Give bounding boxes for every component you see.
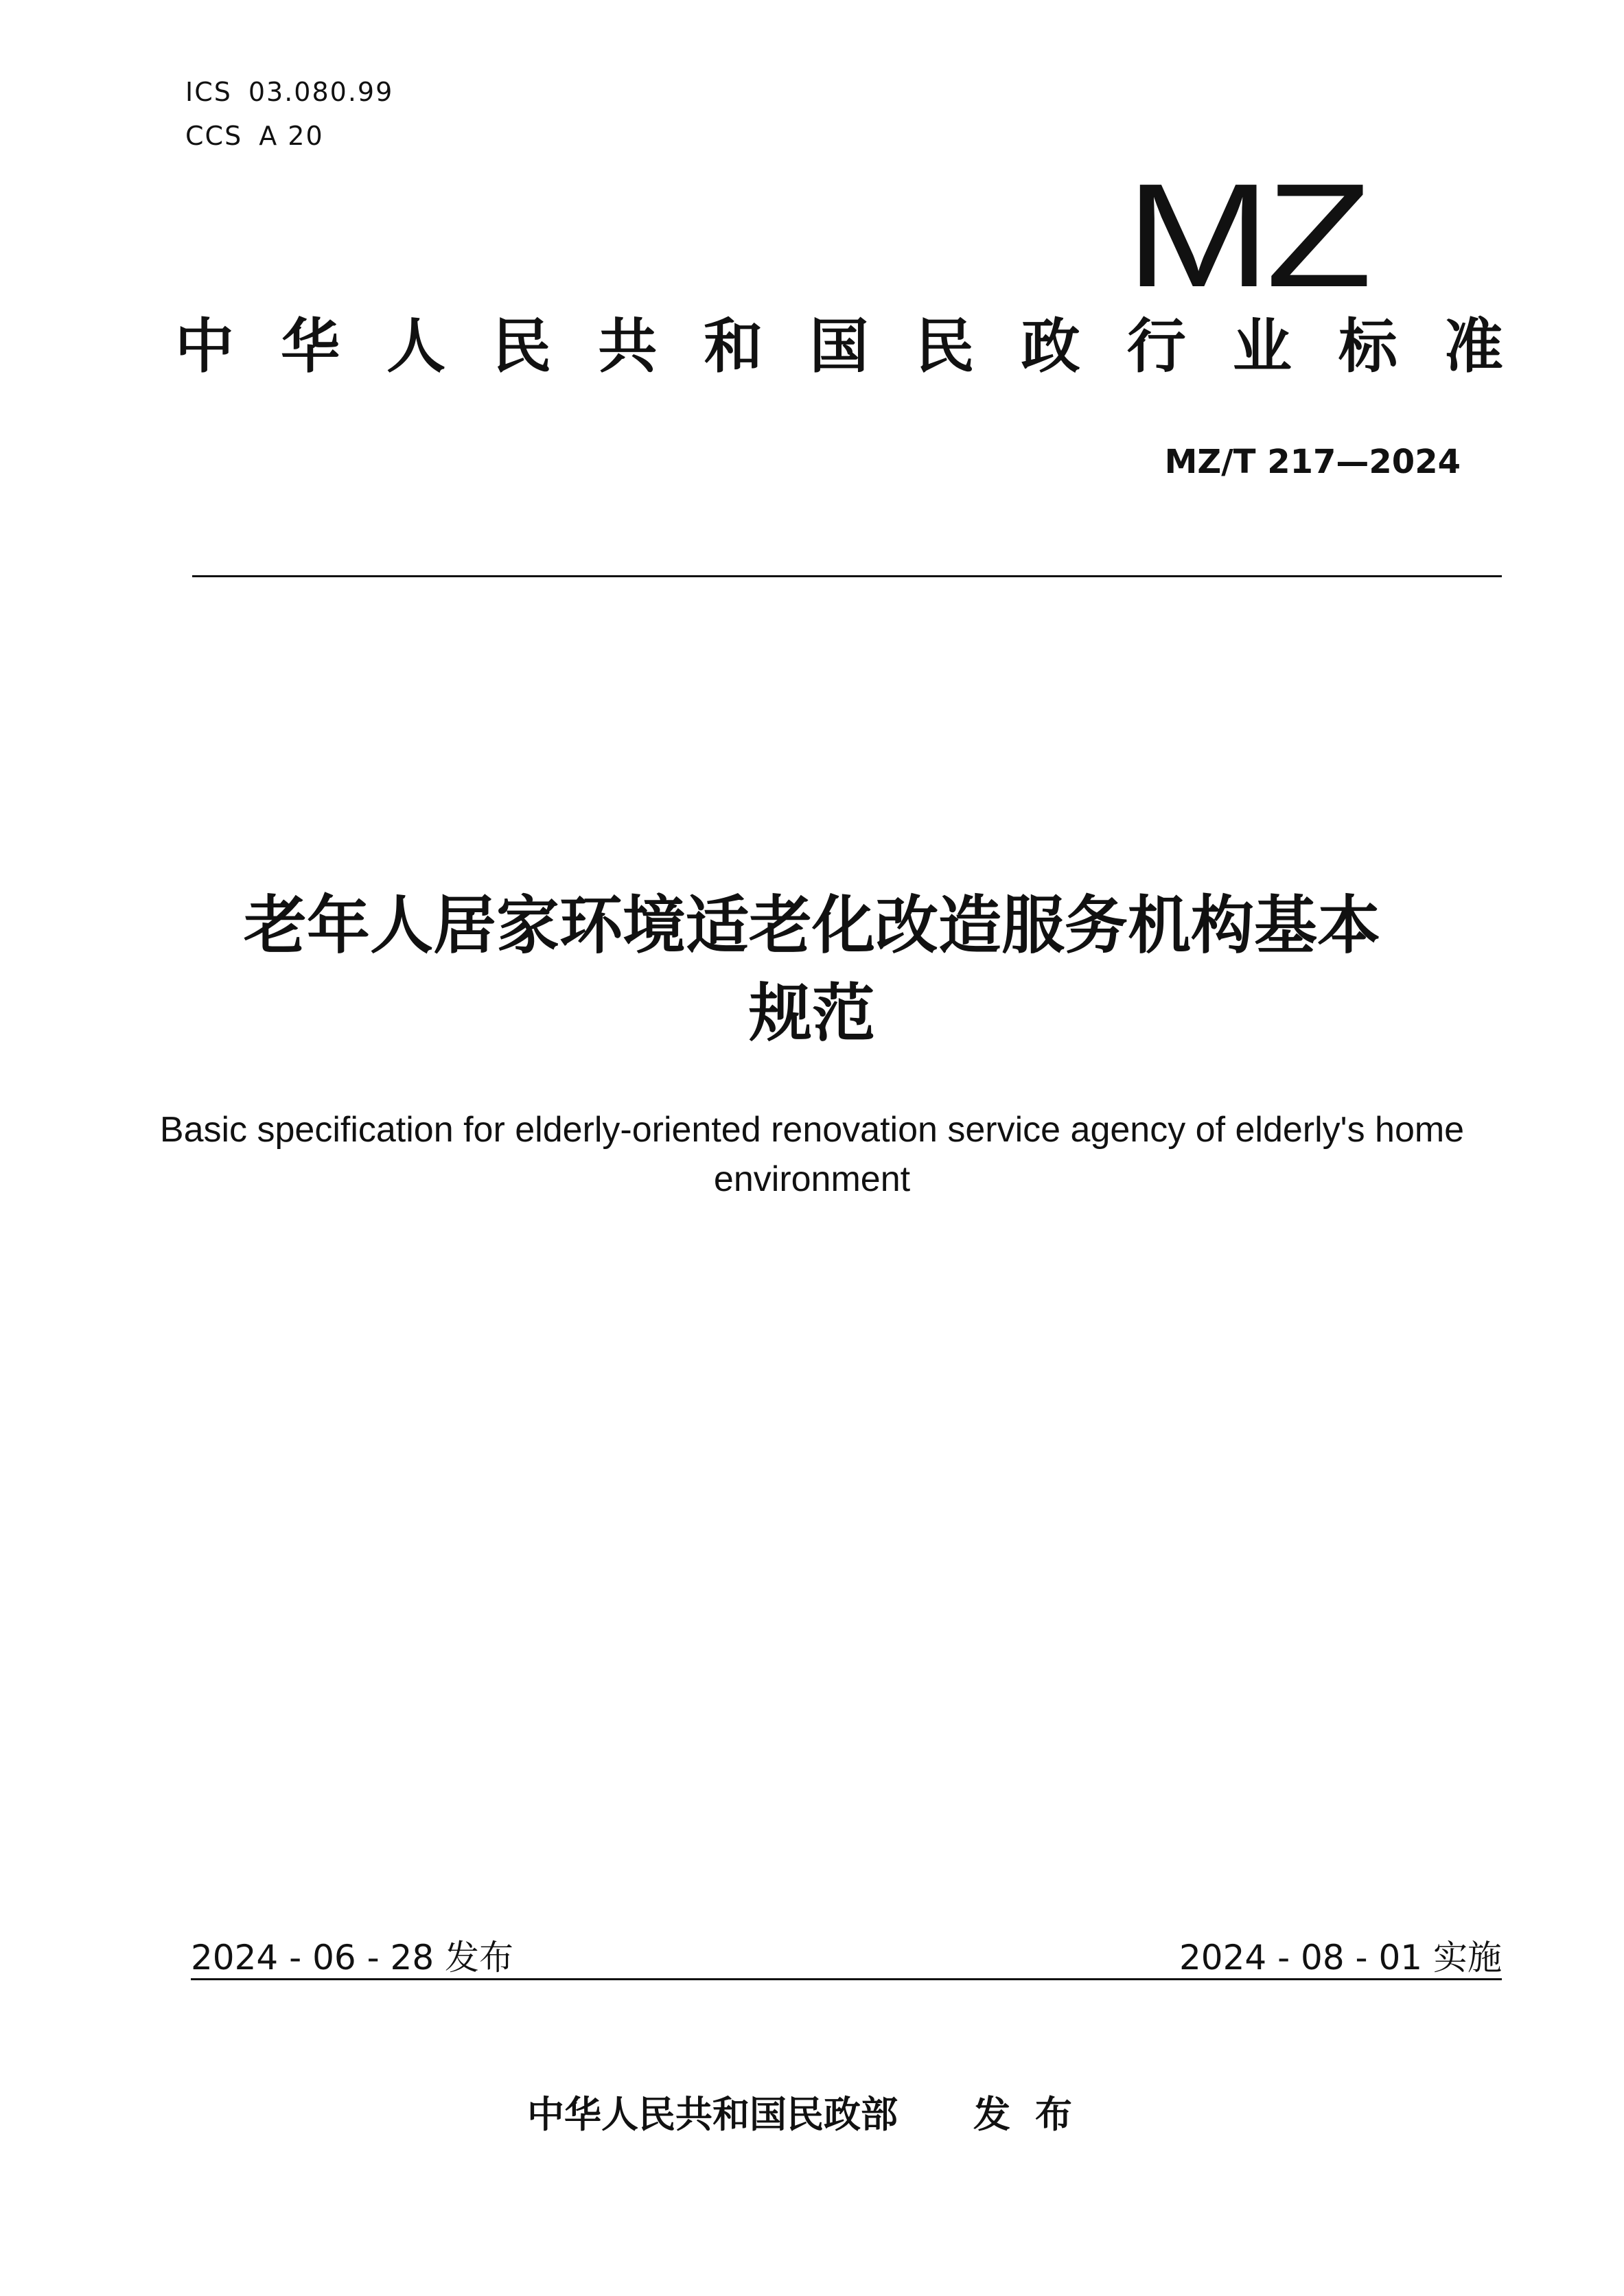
- header-divider: [192, 575, 1502, 577]
- org-char: 准: [1443, 312, 1503, 381]
- org-char: 人: [386, 312, 446, 381]
- standard-number: MZ/T 217—2024: [1164, 443, 1461, 481]
- effective-date: 2024 - 08 - 01 实施: [1179, 1938, 1502, 1978]
- org-char: 华: [281, 312, 340, 381]
- publisher-line: [0, 2085, 1624, 2138]
- publish-action: 发布: [973, 2093, 1097, 2136]
- chinese-title-line: 规范: [748, 977, 875, 1050]
- chinese-title-line: 老年人居家环境适老化改造服务机构基本: [243, 889, 1380, 962]
- org-char: 中: [175, 312, 234, 381]
- org-char: 和: [704, 312, 763, 381]
- chinese-title: [137, 882, 1487, 1058]
- org-char: 民: [492, 312, 552, 381]
- ccs-label: CCS: [185, 121, 243, 151]
- org-char: 业: [1232, 312, 1292, 381]
- org-char: 民: [915, 312, 975, 381]
- ics-code: [185, 77, 393, 107]
- english-title-line: environment: [713, 1159, 911, 1199]
- issuing-organization-title: [175, 314, 1503, 380]
- english-title-line: Basic specification for elderly-oriented renovation service agency of elderly's home: [159, 1110, 1465, 1150]
- org-char: 行: [1126, 312, 1186, 381]
- footer-divider: [191, 1978, 1502, 1980]
- ccs-value: A 20: [259, 121, 324, 151]
- org-char: 共: [598, 312, 658, 381]
- org-char: 标: [1338, 312, 1397, 381]
- ccs-code: [185, 121, 324, 151]
- mz-logo: MZ: [1126, 152, 1368, 318]
- ics-value: 03.080.99: [248, 77, 394, 107]
- english-title: [137, 1105, 1487, 1204]
- org-char: 国: [809, 312, 869, 381]
- org-char: 政: [1021, 312, 1080, 381]
- publish-date: 2024 - 06 - 28 发布: [191, 1938, 514, 1978]
- publisher-name: 中华人民共和国民政部: [527, 2093, 898, 2136]
- ics-label: ICS: [185, 77, 232, 107]
